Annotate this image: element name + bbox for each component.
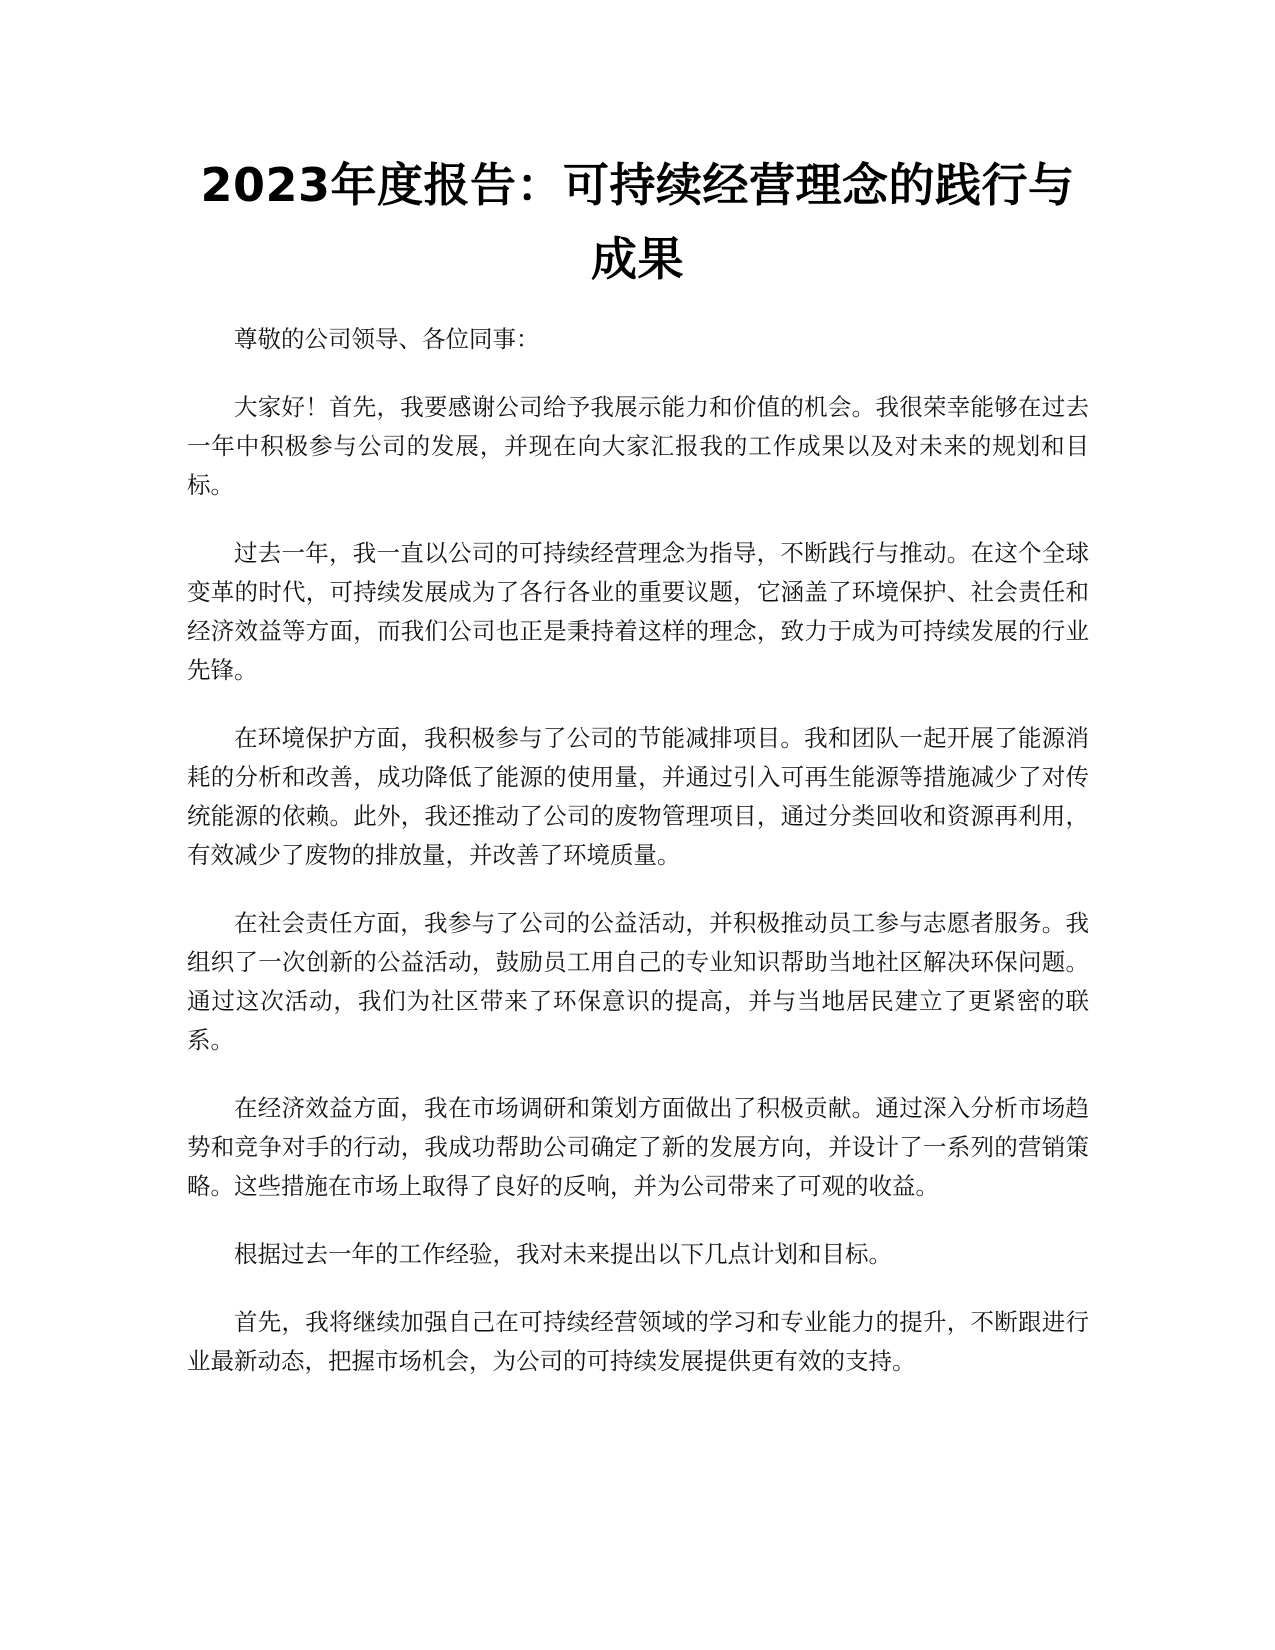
body-paragraph: 过去一年，我一直以公司的可持续经营理念为指导，不断践行与推动。在这个全球变革的时代，可持续发展成为了各行各业的重要议题，它涵盖了环境保护、社会责任和经济效益等方面，而我们公司也正是秉持着这样的理念，致力于成为可持续发展的行业先锋。 xyxy=(187,539,1089,684)
body-paragraph: 在环境保护方面，我积极参与了公司的节能减排项目。我和团队一起开展了能源消耗的分析和改善，成功降低了能源的使用量，并通过引入可再生能源等措施减少了对传统能源的依赖。此外，我还推动了公司的废物管理项目，通过分类回收和资源再利用，有效减少了废物的排放量，并改善了环境质量。 xyxy=(187,724,1089,869)
body-paragraph: 首先，我将继续加强自己在可持续经营领域的学习和专业能力的提升，不断跟进行业最新动态，把握市场机会，为公司的可持续发展提供更有效的支持。 xyxy=(187,1308,1089,1375)
document-title: 2023年度报告：可持续经营理念的践行与成果 xyxy=(200,158,1075,286)
salutation-paragraph: 尊敬的公司领导、各位同事： xyxy=(234,325,540,353)
body-paragraph: 大家好！首先，我要感谢公司给予我展示能力和价值的机会。我很荣幸能够在过去一年中积极参与公司的发展，并现在向大家汇报我的工作成果以及对未来的规划和目标。 xyxy=(187,393,1089,499)
body-paragraph: 在社会责任方面，我参与了公司的公益活动，并积极推动员工参与志愿者服务。我组织了一次创新的公益活动，鼓励员工用自己的专业知识帮助当地社区解决环保问题。通过这次活动，我们为社区带来了环保意识的提高，并与当地居民建立了更紧密的联系。 xyxy=(187,909,1089,1054)
body-paragraph: 根据过去一年的工作经验，我对未来提出以下几点计划和目标。 xyxy=(234,1240,892,1268)
body-paragraph: 在经济效益方面，我在市场调研和策划方面做出了积极贡献。通过深入分析市场趋势和竞争对手的行动，我成功帮助公司确定了新的发展方向，并设计了一系列的营销策略。这些措施在市场上取得了良好的反响，并为公司带来了可观的收益。 xyxy=(187,1094,1089,1200)
document-body xyxy=(187,320,1089,1410)
